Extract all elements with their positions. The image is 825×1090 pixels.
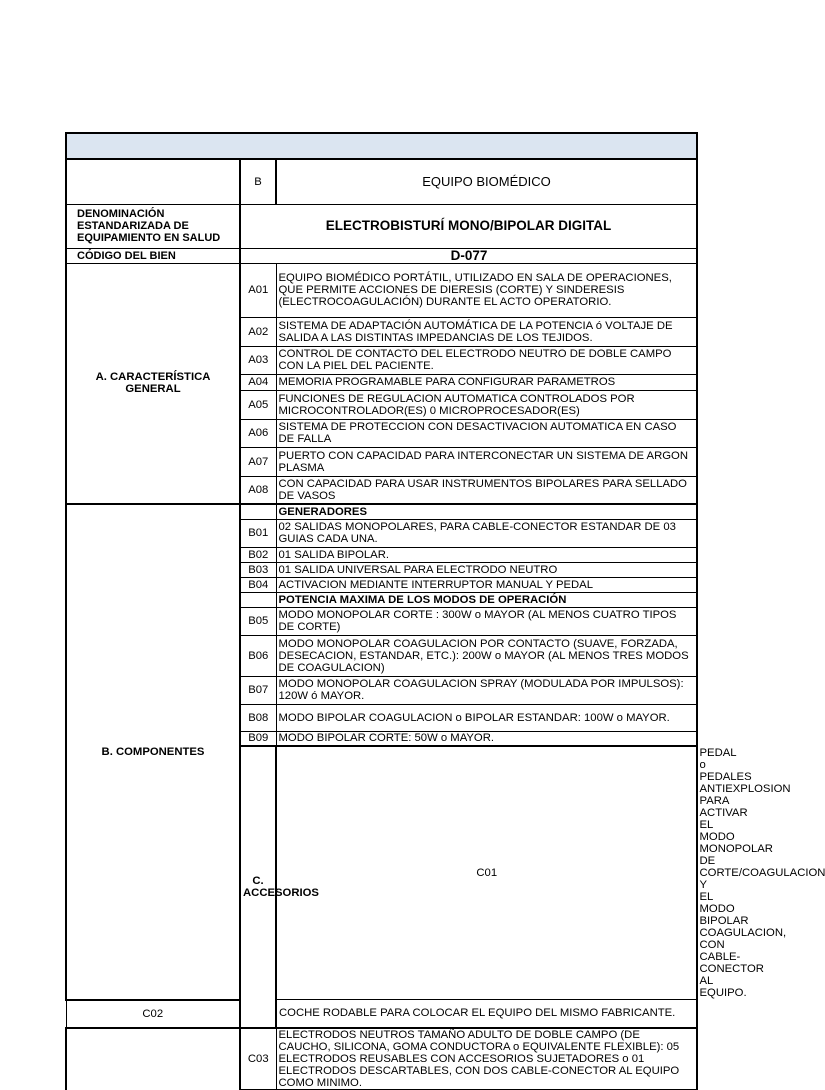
codigo-row: [66, 248, 697, 263]
item-code: B07: [240, 676, 276, 704]
item-text: CONTROL DE CONTACTO DEL ELECTRODO NEUTRO DE DOBLE CAMPO CON LA PIEL DEL PACIENTE.: [276, 346, 697, 374]
table-row: [66, 504, 697, 519]
item-code: B03: [240, 562, 276, 577]
header-row: [66, 159, 697, 204]
item-code: B09: [240, 731, 276, 746]
item-code: B06: [240, 635, 276, 676]
item-text: SISTEMA DE PROTECCION CON DESACTIVACION AUTOMATICA EN CASO DE FALLA: [276, 419, 697, 447]
item-text: COCHE RODABLE PARA COLOCAR EL EQUIPO DEL MISMO FABRICANTE.: [276, 1000, 697, 1028]
item-text: SISTEMA DE ADAPTACIÓN AUTOMÁTICA DE LA POTENCIA ó VOLTAJE DE SALIDA A LAS DISTINTAS IMPEDANCIAS DE LOS TEJIDOS.: [276, 317, 697, 346]
item-text: EQUIPO BIOMÉDICO PORTÁTIL, UTILIZADO EN SALA DE OPERACIONES, QUE PERMITE ACCIONES DE DIERESIS (CORTE) Y SINDERESIS (ELECTROCOAGULACIÓN) DURANTE EL ACTO OPERATORIO.: [276, 263, 697, 317]
table-row: [66, 1000, 697, 1028]
item-text: MODO BIPOLAR CORTE: 50W o MAYOR.: [276, 731, 697, 746]
subheading-potencia: POTENCIA MAXIMA DE LOS MODOS DE OPERACIÓN: [276, 592, 697, 607]
table-row: [66, 1028, 697, 1090]
item-text: MODO MONOPOLAR CORTE : 300W o MAYOR (AL MENOS CUATRO TIPOS DE CORTE): [276, 607, 697, 635]
table-row: [66, 263, 697, 317]
section-c-continuation: [66, 1028, 240, 1090]
header-col-b: B: [240, 159, 276, 204]
denominacion-value: ELECTROBISTURÍ MONO/BIPOLAR DIGITAL: [240, 204, 697, 248]
item-text: CON CAPACIDAD PARA USAR INSTRUMENTOS BIPOLARES PARA SELLADO DE VASOS: [276, 476, 697, 504]
item-text: PUERTO CON CAPACIDAD PARA INTERCONECTAR UN SISTEMA DE ARGON PLASMA: [276, 447, 697, 476]
item-code: A03: [240, 346, 276, 374]
spec-sheet: [65, 132, 825, 1089]
item-code: A01: [240, 263, 276, 317]
item-text: MODO MONOPOLAR COAGULACION SPRAY (MODULADA POR IMPULSOS): 120W ó MAYOR.: [276, 676, 697, 704]
denominacion-label: DENOMINACIÓN ESTANDARIZADA DE EQUIPAMIENTO EN SALUD: [66, 204, 240, 248]
item-code: A05: [240, 390, 276, 419]
section-c-title: C. ACCESORIOS: [240, 746, 276, 1028]
codigo-spacer: [240, 248, 276, 263]
item-text: ACTIVACION MEDIANTE INTERRUPTOR MANUAL Y PEDAL: [276, 577, 697, 592]
subheading-spacer: [240, 504, 276, 519]
item-code: A07: [240, 447, 276, 476]
item-code: B08: [240, 704, 276, 731]
item-code: A08: [240, 476, 276, 504]
item-text: FUNCIONES DE REGULACION AUTOMATICA CONTROLADOS POR MICROCONTROLADOR(ES) 0 MICROPROCESADOR(ES): [276, 390, 697, 419]
item-text: 01 SALIDA UNIVERSAL PARA ELECTRODO NEUTRO: [276, 562, 697, 577]
item-text: MEMORIA PROGRAMABLE PARA CONFIGURAR PARAMETROS: [276, 374, 697, 390]
section-b-title: B. COMPONENTES: [66, 504, 240, 1000]
header-title: EQUIPO BIOMÉDICO: [276, 159, 697, 204]
header-empty-cell: [66, 159, 240, 204]
spec-table: [65, 132, 825, 1090]
table-row: C. ACCESORIOS C01 PEDAL o PEDALES ANTIEXPLOSION PARA ACTIVAR EL MODO MONOPOLAR DE CORTE/COAGULACION Y EL MODO BIPOLAR COAGULACION, CON CABLE-CONECTOR AL EQUIPO.: [66, 746, 697, 1000]
item-text: 01 SALIDA BIPOLAR.: [276, 547, 697, 562]
item-code: B04: [240, 577, 276, 592]
codigo-label: CÓDIGO DEL BIEN: [66, 248, 240, 263]
item-code: C01: [276, 746, 697, 1000]
item-text: ELECTRODOS NEUTROS TAMAÑO ADULTO DE DOBLE CAMPO (DE CAUCHO, SILICONA, GOMA CONDUCTORA o EQUIVALENTE FLEXIBLE): 05 ELECTRODOS REUSABLES CON ACCESORIOS SUJETADORES o 01 ELECTRODOS DESCARTABLES, CON DOS CABLE-CONECTOR AL EQUIPO COMO MINIMO.: [276, 1028, 697, 1090]
item-code: A02: [240, 317, 276, 346]
subheading-generadores: GENERADORES: [276, 504, 697, 519]
banner-cell: [66, 133, 697, 159]
denominacion-row: [66, 204, 697, 248]
item-code: A06: [240, 419, 276, 447]
item-code: B02: [240, 547, 276, 562]
subheading-spacer: [240, 592, 276, 607]
item-text: MODO BIPOLAR COAGULACION o BIPOLAR ESTANDAR: 100W o MAYOR.: [276, 704, 697, 731]
item-code: A04: [240, 374, 276, 390]
item-text: 02 SALIDAS MONOPOLARES, PARA CABLE-CONECTOR ESTANDAR DE 03 GUIAS CADA UNA.: [276, 519, 697, 547]
codigo-value: D-077: [276, 248, 697, 263]
section-a-title: A. CARACTERÍSTICA GENERAL: [66, 263, 240, 504]
item-code: C02: [66, 1000, 240, 1028]
item-code: B01: [240, 519, 276, 547]
banner-row: [66, 133, 697, 159]
item-code: C03: [240, 1028, 276, 1090]
item-code: B05: [240, 607, 276, 635]
item-text: MODO MONOPOLAR COAGULACION POR CONTACTO (SUAVE, FORZADA, DESECACION, ESTANDAR, ETC.): 200W o MAYOR (AL MENOS TRES MODOS DE COAGULACION): [276, 635, 697, 676]
